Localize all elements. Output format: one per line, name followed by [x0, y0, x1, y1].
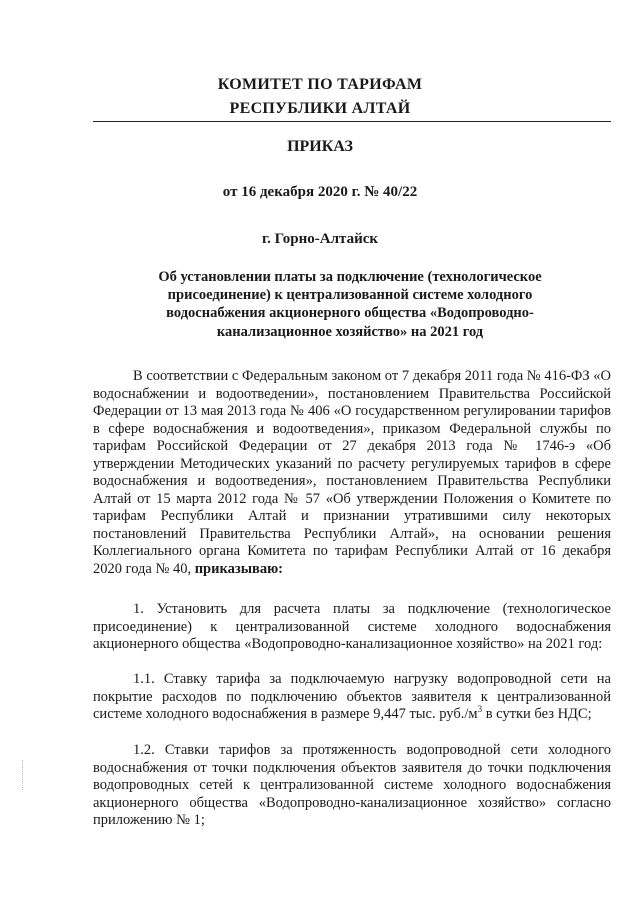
item-1-paragraph: 1. Установить для расчета платы за подключение (технологическое присоединение) к централизованной системе холодного водоснабжения акционерного общества «Водопроводно-канализационное хозяйство» на 2021 год:	[93, 601, 611, 652]
committee-name-line-2: РЕСПУБЛИКИ АЛТАЙ	[229, 100, 411, 117]
item-1-1-section	[93, 671, 611, 724]
scan-margin-mark	[22, 760, 24, 790]
item-1-2-paragraph: 1.2. Ставки тарифов за протяженность водопроводной сети холодного водоснабжения от точки подключения объектов заявителя до точки подключения водопроводных сетей к централизованной системе холодного водоснабжения акционерного общества «Водопроводно-канализационное хозяйство» согласно приложению № 1;	[93, 742, 611, 828]
item-1-section	[93, 601, 611, 654]
committee-name-line-1: КОМИТЕТ ПО ТАРИФАМ	[217, 76, 423, 93]
preamble-section	[93, 368, 611, 578]
cubic-superscript: 3	[477, 704, 483, 715]
item-1-1-text-end: в сутки без НДС;	[482, 706, 592, 722]
header-divider	[93, 121, 611, 122]
preamble-paragraph	[93, 368, 611, 578]
order-title: ПРИКАЗ	[287, 138, 353, 155]
item-1-2-section	[93, 742, 611, 830]
decree-word: приказываю:	[194, 560, 283, 577]
item-1-1-text: 1.1. Ставку тарифа за подключаемую нагрузку водопроводной сети на покрытие расходов по подключению объектов заявителя к централизованной системе холодного водоснабжения в размере 9,447 тыс. руб./м	[93, 671, 611, 722]
order-date-number: от 16 декабря 2020 г. № 40/22	[222, 184, 418, 200]
order-subject: Об установлении платы за подключение (технологическое присоединение) к централизованной системе холодного водоснабжения акционерного общества «Водопроводно-канализационное хозяйство» на 2021 год	[158, 269, 542, 340]
order-city: г. Горно-Алтайск	[261, 231, 379, 247]
item-1-1-paragraph	[93, 671, 611, 724]
preamble-text: В соответствии с Федеральным законом от 7 декабря 2011 года № 416-ФЗ «О водоснабжении и водоотведении», постановлением Правительства Российской Федерации от 13 мая 2013 года № 406 «О государственном регулировании тарифов в сфере водоснабжения и водоотведения», приказом Федеральной службы по тарифам Российской Федерации от 27 декабря 2013 года № 1746-э «Об утверждении Методических указаний по расчету регулируемых тарифов в сфере водоснабжения и водоотведения», постановлением Правительства Республики Алтай от 15 марта 2012 года № 57 «Об утверждении Положения о Комитете по тарифам Республики Алтай и признании утратившими силу некоторых постановлений Правительства Республики Алтай», на основании решения Коллегиального органа Комитета по тарифам Республики Алтай от 16 декабря 2020 года № 40,	[93, 368, 611, 577]
